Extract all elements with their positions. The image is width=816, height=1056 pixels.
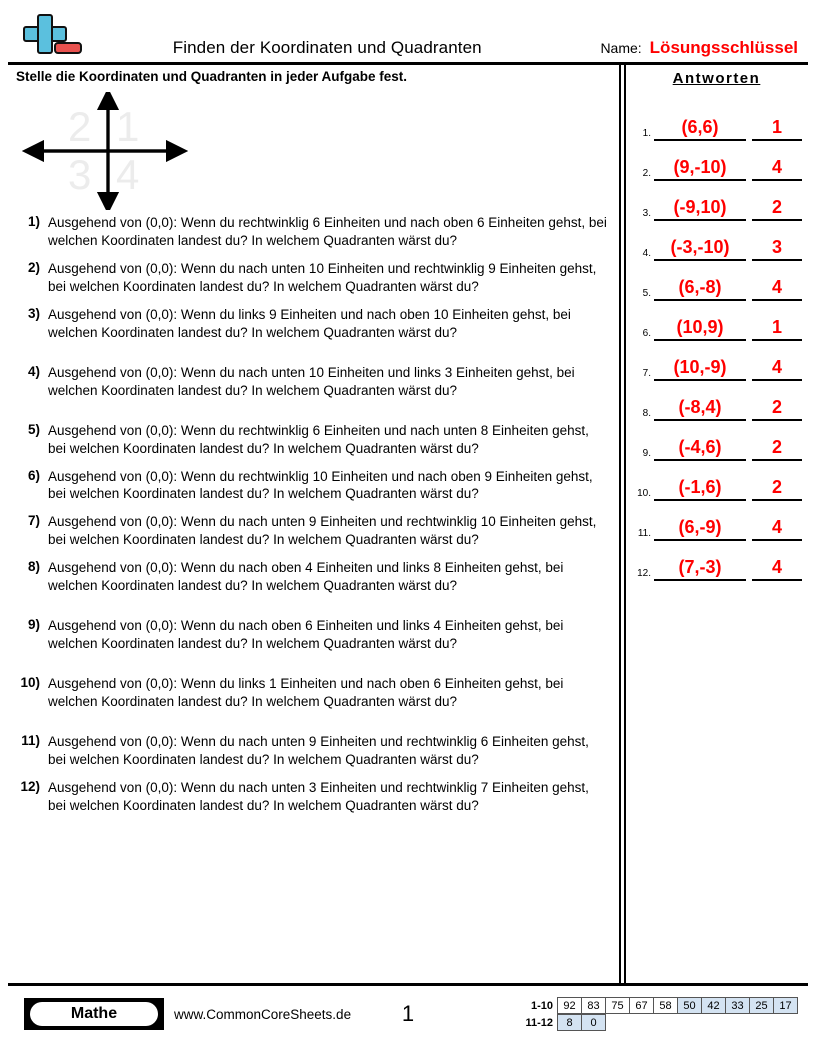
- score-cell: 83: [581, 997, 606, 1014]
- subject-badge: [24, 998, 164, 1030]
- answers-heading: Antworten: [672, 70, 761, 87]
- answer-index: 5.: [642, 288, 651, 299]
- answer-coordinate: (-8,4): [654, 397, 746, 421]
- question-text: Ausgehend von (0,0): Wenn du nach unten 3 Einheiten und rechtwinklig 7 Einheiten gehst, bei welchen Koordinaten landest du? In welchem Quadranten wärst du?: [48, 779, 589, 813]
- question-item: [14, 617, 613, 653]
- answer-coordinate: (6,-9): [654, 517, 746, 541]
- page-footer: [14, 986, 802, 1042]
- answer-coordinate: (9,-10): [654, 157, 746, 181]
- answer-coordinate: (-9,10): [654, 197, 746, 221]
- score-cell: 92: [557, 997, 582, 1014]
- question-item: [14, 214, 613, 250]
- question-item: [14, 422, 613, 458]
- answer-row: [631, 501, 802, 541]
- score-cell: 33: [725, 997, 750, 1014]
- question-number: 3): [27, 305, 40, 321]
- score-cell: 58: [653, 997, 678, 1014]
- question-item: [14, 468, 613, 504]
- name-label: Name:: [600, 40, 642, 56]
- quadrant-label-3: 3: [68, 151, 92, 198]
- score-cell: 25: [749, 997, 774, 1014]
- question-item: [14, 675, 613, 711]
- question-item: [14, 364, 613, 400]
- answer-index: 1.: [642, 128, 651, 139]
- answers-column: [627, 65, 802, 983]
- answer-quadrant: 2: [752, 197, 802, 221]
- question-text: Ausgehend von (0,0): Wenn du links 9 Einheiten und nach oben 10 Einheiten gehst, bei welchen Koordinaten landest du? In welchem Quadranten wärst du?: [48, 306, 571, 340]
- answers-list: [631, 101, 802, 581]
- page-title: Finden der Koordinaten und Quadranten: [172, 38, 482, 57]
- answer-quadrant: 4: [752, 517, 802, 541]
- score-row: [512, 1014, 798, 1031]
- answer-index: 8.: [642, 408, 651, 419]
- answer-coordinate: (-3,-10): [654, 237, 746, 261]
- answer-row: [631, 421, 802, 461]
- answer-row: [631, 221, 802, 261]
- score-cell: 17: [773, 997, 798, 1014]
- score-row-label: 11-12: [525, 1016, 553, 1029]
- score-cell: 8: [557, 1014, 582, 1031]
- answer-coordinate: (10,9): [654, 317, 746, 341]
- crosshair-axes-icon: [20, 92, 220, 210]
- score-row: [512, 997, 798, 1014]
- question-item: [14, 779, 613, 815]
- question-item: [14, 260, 613, 296]
- question-text: Ausgehend von (0,0): Wenn du nach oben 6 Einheiten und links 4 Einheiten gehst, bei welchen Koordinaten landest du? In welchem Quadranten wärst du?: [48, 618, 564, 652]
- score-cell: 0: [581, 1014, 606, 1031]
- question-number: 11): [21, 733, 40, 749]
- worksheet-body: [14, 65, 802, 983]
- page-number: 1: [401, 1001, 415, 1026]
- question-item: [14, 559, 613, 595]
- answer-quadrant: 2: [752, 397, 802, 421]
- question-text: Ausgehend von (0,0): Wenn du rechtwinklig 6 Einheiten und nach oben 6 Einheiten gehst, bei welchen Koordinaten landest du? In welchem Quadranten wärst du?: [48, 215, 607, 248]
- question-number: 9): [27, 617, 40, 633]
- quadrant-label-1: 1: [116, 103, 140, 150]
- question-list: [14, 214, 613, 815]
- answer-index: 11.: [637, 528, 651, 539]
- answer-index: 7.: [642, 368, 651, 379]
- question-text: Ausgehend von (0,0): Wenn du nach unten 10 Einheiten und rechtwinklig 9 Einheiten gehst, bei welchen Koordinaten landest du? In welchem Quadranten wärst du?: [48, 260, 597, 294]
- score-cell: 75: [605, 997, 630, 1014]
- instructions-text: Stelle die Koordinaten und Quadranten in jeder Aufgabe fest.: [16, 69, 408, 84]
- answer-quadrant: 4: [752, 557, 802, 581]
- answer-index: 6.: [642, 328, 651, 339]
- answer-index: 4.: [642, 248, 651, 259]
- answer-quadrant: 2: [752, 437, 802, 461]
- score-cell: 50: [677, 997, 702, 1014]
- answer-quadrant: 3: [752, 237, 802, 261]
- website-label: www.CommonCoreSheets.de: [174, 1006, 352, 1022]
- question-number: 2): [27, 259, 40, 275]
- score-row-label: 1-10: [530, 999, 553, 1012]
- column-divider: [619, 65, 627, 983]
- answer-row: [631, 341, 802, 381]
- question-text: Ausgehend von (0,0): Wenn du rechtwinklig 6 Einheiten und nach unten 8 Einheiten gehst, bei welchen Koordinaten landest du? In welchem Quadranten wärst du?: [48, 422, 589, 456]
- question-text: Ausgehend von (0,0): Wenn du nach unten 9 Einheiten und rechtwinklig 6 Einheiten gehst, bei welchen Koordinaten landest du? In welchem Quadranten wärst du?: [48, 734, 589, 768]
- question-text: Ausgehend von (0,0): Wenn du nach unten 9 Einheiten und rechtwinklig 10 Einheiten gehst, bei welchen Koordinaten landest du? In welchem Quadranten wärst du?: [48, 514, 597, 548]
- subject-badge-label: Mathe: [30, 1002, 158, 1026]
- quadrant-label-4: 4: [116, 151, 140, 198]
- answer-row: [631, 461, 802, 501]
- question-number: 4): [27, 363, 40, 379]
- question-number: 8): [27, 559, 40, 575]
- page-header: [14, 0, 802, 62]
- score-table: [512, 997, 798, 1031]
- answer-index: 2.: [642, 168, 651, 179]
- score-cell: 67: [629, 997, 654, 1014]
- question-text: Ausgehend von (0,0): Wenn du nach unten 10 Einheiten und links 3 Einheiten gehst, bei welchen Koordinaten landest du? In welchem Quadranten wärst du?: [48, 364, 575, 398]
- question-number: 12): [20, 778, 40, 794]
- answer-row: [631, 381, 802, 421]
- question-item: [14, 306, 613, 342]
- question-item: [14, 733, 613, 769]
- question-number: 6): [27, 467, 40, 483]
- answer-coordinate: (6,-8): [654, 277, 746, 301]
- question-number: 5): [27, 421, 40, 437]
- answer-quadrant: 4: [752, 157, 802, 181]
- answer-row: [631, 181, 802, 221]
- answer-quadrant: 2: [752, 477, 802, 501]
- answer-key-badge: Lösungsschlüssel: [649, 38, 798, 57]
- score-cell: 42: [701, 997, 726, 1014]
- answer-quadrant: 4: [752, 277, 802, 301]
- quadrant-diagram: [20, 92, 220, 210]
- name-area: [600, 38, 802, 62]
- quadrant-label-2: 2: [68, 103, 92, 150]
- plus-minus-logo-icon: [18, 12, 84, 60]
- question-item: [14, 513, 613, 549]
- question-number: 1): [27, 214, 40, 229]
- question-number: 7): [27, 513, 40, 529]
- answer-quadrant: 1: [752, 117, 802, 141]
- question-text: Ausgehend von (0,0): Wenn du rechtwinklig 10 Einheiten und nach oben 9 Einheiten gehst, bei welchen Koordinaten landest du? In welchem Quadranten wärst du?: [48, 468, 593, 502]
- answer-quadrant: 4: [752, 357, 802, 381]
- questions-column: [14, 65, 619, 983]
- answer-coordinate: (-1,6): [654, 477, 746, 501]
- question-text: Ausgehend von (0,0): Wenn du nach oben 4 Einheiten und links 8 Einheiten gehst, bei welchen Koordinaten landest du? In welchem Quadranten wärst du?: [48, 560, 564, 594]
- answer-index: 12.: [637, 568, 651, 579]
- answer-index: 9.: [642, 448, 651, 459]
- answer-row: [631, 141, 802, 181]
- answer-coordinate: (6,6): [654, 117, 746, 141]
- question-text: Ausgehend von (0,0): Wenn du links 1 Einheiten und nach oben 6 Einheiten gehst, bei welchen Koordinaten landest du? In welchem Quadranten wärst du?: [48, 676, 564, 710]
- answer-row: [631, 301, 802, 341]
- question-number: 10): [20, 675, 40, 691]
- answer-row: [631, 541, 802, 581]
- answer-quadrant: 1: [752, 317, 802, 341]
- answer-coordinate: (-4,6): [654, 437, 746, 461]
- answer-row: [631, 261, 802, 301]
- answer-coordinate: (10,-9): [654, 357, 746, 381]
- answer-row: [631, 101, 802, 141]
- answer-coordinate: (7,-3): [654, 557, 746, 581]
- answer-index: 3.: [642, 208, 651, 219]
- answer-index: 10.: [637, 488, 651, 499]
